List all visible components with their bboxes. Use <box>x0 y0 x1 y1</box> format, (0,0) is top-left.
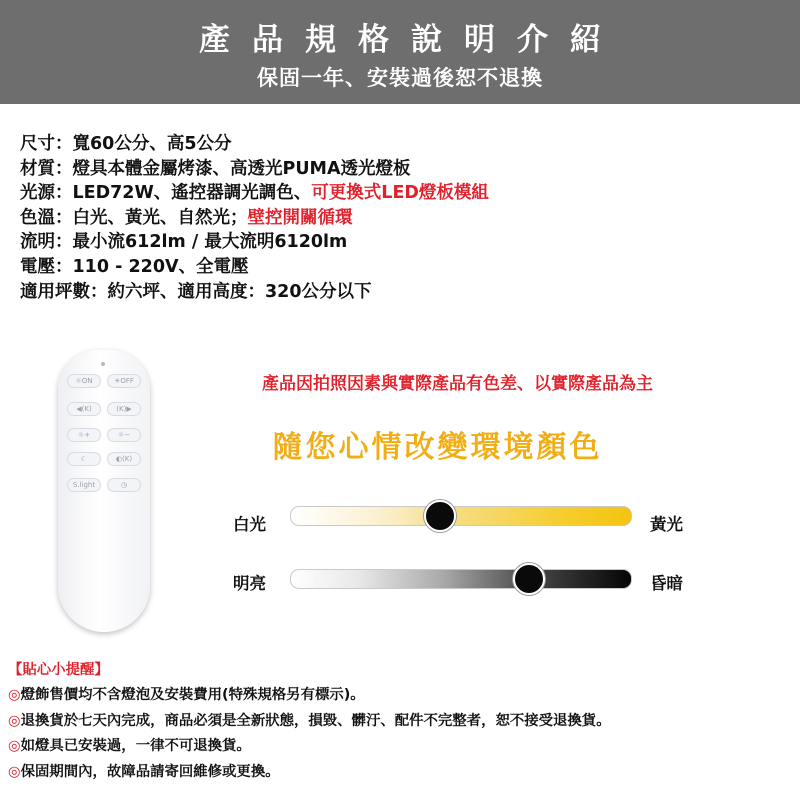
yellow-light-label: 黃光 <box>650 515 683 534</box>
natural-light-icon: ◐(K) <box>107 452 141 466</box>
reminder-item: ◎保固期間內，故障品請寄回維修或更換。 <box>8 763 280 780</box>
timer-icon: ◷ <box>107 478 141 492</box>
spec-voltage: 電壓：110 - 220V、全電壓 <box>20 256 249 277</box>
header-banner <box>0 0 800 104</box>
reminder-item: ◎如燈具已安裝過，一律不可退換貨。 <box>8 738 251 755</box>
spec-size: 尺寸：寬60公分、高5公分 <box>20 134 232 154</box>
reminder-item: ◎燈飾售價均不含燈泡及安裝費用(特殊規格另有標示)。 <box>8 687 365 704</box>
color-temp-up-icon: (K)▶ <box>107 402 141 416</box>
spec-color-temp-highlight: 壁控開關循環 <box>247 207 353 228</box>
spec-color-temp: 色溫：白光、黃光、自然光；壁控開關循環 <box>20 207 353 228</box>
brightness-down-icon: ☼− <box>107 428 141 442</box>
power-on-icon: ☼ON <box>67 374 101 388</box>
s-light-icon: S.light <box>67 478 101 492</box>
spec-lumen: 流明：最小流612lm / 最大流明6120lm <box>20 232 348 253</box>
white-light-label: 白光 <box>233 515 266 534</box>
spec-light-source: 光源：LED72W、遙控器調光調色、可更換式LED燈板模組 <box>20 183 489 204</box>
brightness-up-icon: ☼+ <box>67 428 101 442</box>
page-title: 產品規格說明介紹 <box>199 22 623 58</box>
color-temp-down-icon: ◀(K) <box>67 402 101 416</box>
dim-label: 昏暗 <box>650 574 683 593</box>
color-temp-slider-knob <box>424 500 456 532</box>
color-temp-slider-track <box>290 506 632 526</box>
brightness-slider-knob <box>513 563 545 595</box>
spec-list <box>20 132 790 304</box>
bullet-icon: ◎ <box>8 687 21 704</box>
reminder-section <box>8 658 798 785</box>
spec-coverage: 適用坪數：約六坪、適用高度：320公分以下 <box>20 281 372 302</box>
spec-light-source-highlight: 可更換式LED燈板模組 <box>311 183 489 204</box>
bullet-icon: ◎ <box>8 712 21 729</box>
mood-heading: 隨您心情改變環境顏色 <box>272 430 603 465</box>
reminder-heading: 【貼心小提醒】 <box>8 662 109 678</box>
remote-led-icon <box>101 362 105 366</box>
bullet-icon: ◎ <box>8 738 21 755</box>
power-off-icon: ☀OFF <box>107 374 141 388</box>
warranty-subtitle: 保固一年、安裝過後恕不退換 <box>257 66 543 90</box>
reminder-item: ◎退換貨於七天內完成，商品必須是全新狀態，損毀、髒汙、配件不完整者，恕不接受退換貨。 <box>8 712 611 729</box>
bright-label: 明亮 <box>233 574 266 593</box>
night-mode-icon: ☾ <box>67 452 101 466</box>
bullet-icon: ◎ <box>8 763 21 780</box>
brightness-slider-track <box>290 569 632 589</box>
color-difference-notice: 產品因拍照因素與實際產品有色差、以實際產品為主 <box>262 374 653 394</box>
spec-material: 材質：燈具本體金屬烤漆、高透光PUMA透光燈板 <box>20 158 411 179</box>
